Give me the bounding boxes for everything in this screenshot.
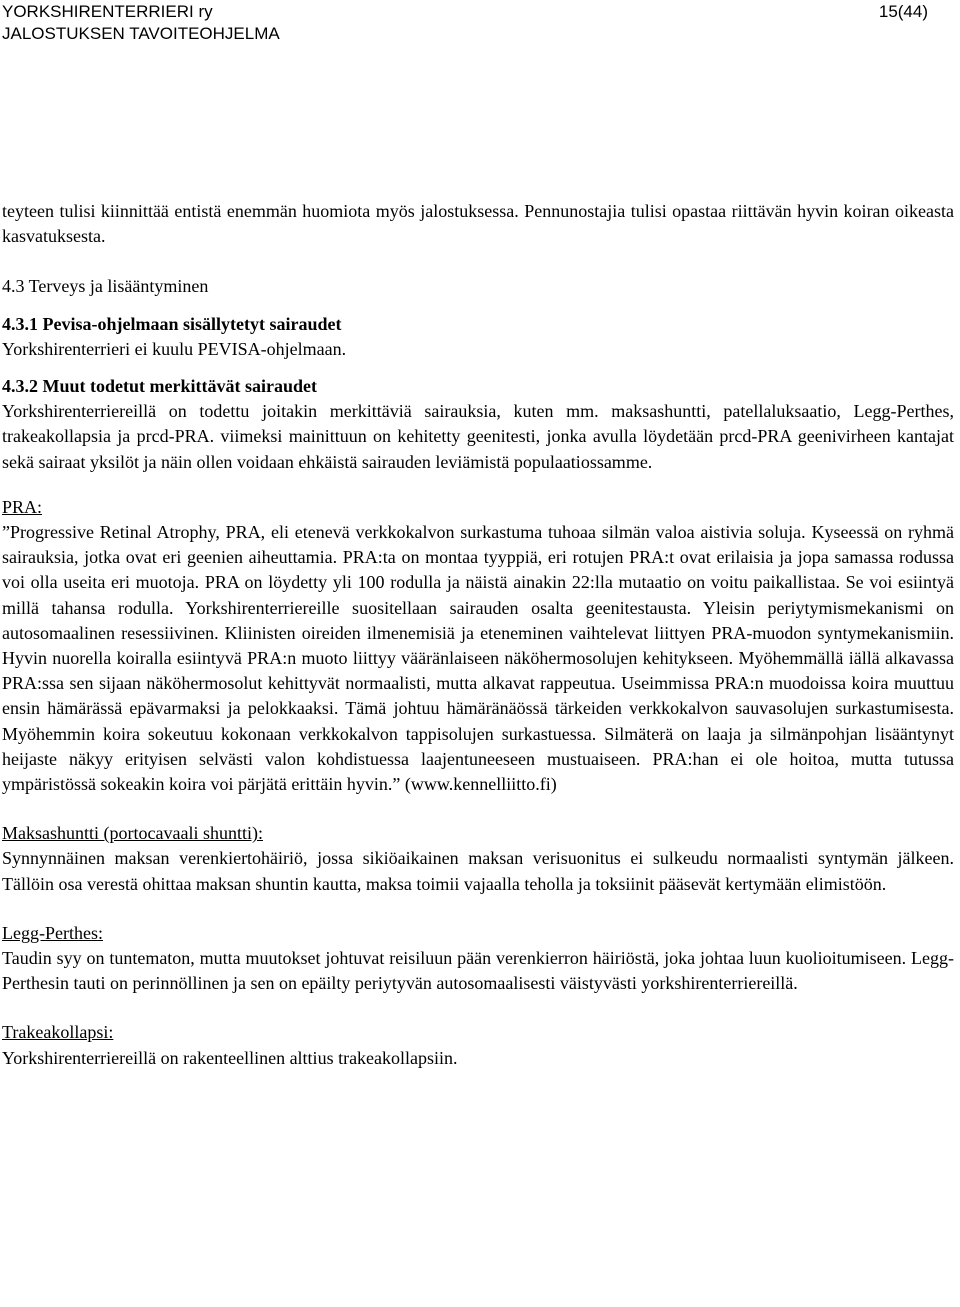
page-number: 15(44): [878, 2, 928, 21]
header-left: [2, 1, 280, 45]
pra-heading: PRA:: [2, 496, 43, 517]
intro-paragraph: teyteen tulisi kiinnittää entistä enemmän huomiota myös jalostuksessa. Pennunostajia tulisi opastaa riittävän hyvin koiran oikeasta kasvatuksesta.: [2, 201, 954, 247]
page-header: [0, 0, 960, 50]
legg-perthes-heading: Legg-Perthes:: [2, 922, 103, 943]
trakeakollapsi-body: Yorkshirenterriereillä on rakenteellinen alttius trakeakollapsiin.: [2, 1047, 458, 1068]
section-4-3-1-body: Yorkshirenterrieri ei kuulu PEVISA-ohjelmaan.: [2, 338, 347, 359]
pra-body: ”Progressive Retinal Atrophy, PRA, eli etenevä verkkokalvon surkastuma tuhoaa silmän valoa aistivia soluja. Kyseessä on ryhmä sairauksia, jotka ovat eri geenien aiheuttamia. PRA:ta on montaa tyyppiä, eri rotujen PRA:t ovat erilaisia ja jopa samassa rodussa voi olla useita eri muotoja. PRA on löydetty yli 100 rodulla ja näistä ainakin 22:lla mutaatio on voitu paikallistaa. Se voi esiintyä millä tahansa rodulla. Yorkshirenterriereille suositellaan sairauden osalta geenitestausta. Yleisin periytymismekanismi on autosomaalinen resessiivinen. Kliinisten oireiden ilmenemisiä ja eteneminen vaihtelevat liittyen PRA-muodon syntymekanismiin. Hyvin nuorella koiralla esiintyvä PRA:n muoto liittyy vääränlaiseen näköhermosolujen kehitykseen. Myöhemmällä iällä alkavassa PRA:ssa sen sijaan näköhermosolut kehittyvät normaalisti, mutta alkavat rappeutua. Useimmissa PRA:n muodoissa koira muuttuu ensin hämärässä epävarmaksi ja pelokkaaksi. Tämä johtuu hämäränäössä tärkeiden verkkokalvon sauvasolujen surkastumisesta. Myöhemmin koira sokeutuu kokonaan verkkokalvon tappisolujen surkastuessa. Silmäterä on laaja ja silmänpohjan lisääntynyt heijaste näkyy erityisen selvästi valon kohdistuessa laajentuneeseen mustuaiseen. PRA:han ei ole hoitoa, mutta tutussa ympäristössä sokeakin koira voi pärjätä erittäin hyvin.” (www.kennelliitto.fi): [2, 522, 954, 795]
legg-perthes-body: Taudin syy on tuntematon, mutta muutokset johtuvat reisiluun pään verenkierron häiriöstä, joka johtaa luun kuolioitumiseen. Legg-Perthesin tauti on perinnöllinen ja sen on epäilty periytyvän autosomaalisesti väistyvästi yorkshirenterriereillä.: [2, 948, 954, 994]
header-program: JALOSTUKSEN TAVOITEOHJELMA: [2, 24, 280, 43]
section-4-3-2-heading: 4.3.2 Muut todetut merkittävät sairaudet: [2, 376, 317, 397]
maksashuntti-heading: Maksashuntti (portocavaali shuntti):: [2, 823, 263, 844]
trakeakollapsi-heading: Trakeakollapsi:: [2, 1022, 114, 1043]
maksashuntti-body: Synnynnäinen maksan verenkiertohäiriö, jossa sikiöaikainen maksan verisuonitus ei sulkeudu normaalisti syntymän jälkeen. Tällöin osa verestä ohittaa maksan shuntin kautta, maksa toimii vajaalla teholla ja toksiinit pääsevät kertymään elimistöön.: [2, 848, 954, 894]
section-4-3-2-body: Yorkshirenterriereillä on todettu joitakin merkittäviä sairauksia, kuten mm. maksashuntti, patellaluksaatio, Legg-Perthes, trakeakollapsia ja prcd-PRA. viimeksi mainittuun on kehitetty geenitesti, jonka avulla löydetään prcd-PRA geenivirheen kantajat sekä sairaat yksilöt ja näin ollen voidaan ehkäistä sairauden leviämistä populaatiossamme.: [2, 401, 954, 472]
section-4-3-heading: 4.3 Terveys ja lisääntyminen: [2, 276, 209, 297]
section-4-3-1-heading: 4.3.1 Pevisa-ohjelmaan sisällytetyt sairaudet: [2, 313, 342, 334]
header-org: YORKSHIRENTERRIERI ry: [2, 2, 213, 21]
document-body: [2, 199, 954, 1071]
